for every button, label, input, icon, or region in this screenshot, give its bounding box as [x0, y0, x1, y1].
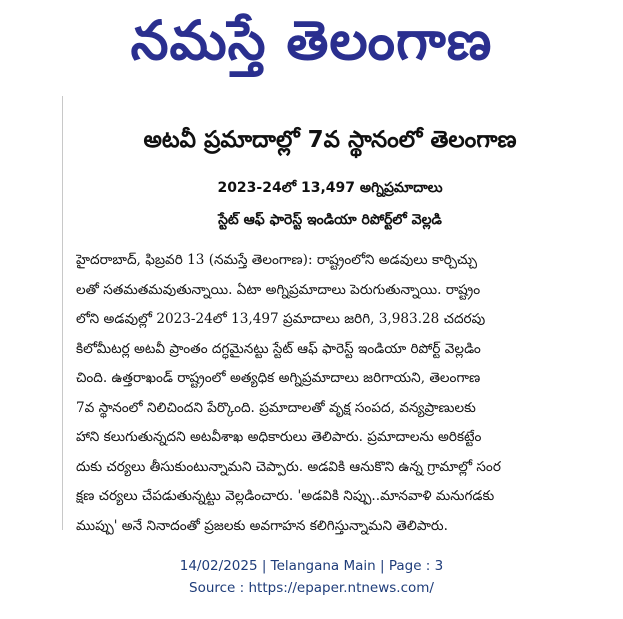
article-subheadline: 2023-24లో 13,497 అగ్నిప్రమాదాలు	[217, 180, 443, 196]
article-body-line: లతో సతమతమవుతున్నాయి. ఏటా అగ్నిప్రమాదాలు పెరుగుతున్నాయి. రాష్ట్రం	[76, 281, 481, 298]
article-body-line: క్షణ చర్యలు చేపడుతున్నట్టు వెల్లడించారు. 'అడవికి నిప్పు..మానవాళి మనుగడకు	[76, 488, 495, 504]
article-body-line: దుకు చర్యలు తీసుకుంటున్నామని చెప్పారు. అడవికి ఆనుకొని ఉన్న గ్రామాల్లో సంర	[76, 458, 501, 475]
article-body-line: 7వ స్థానంలో నిలిచిందని పేర్కొంది. ప్రమాదాలతో వృక్ష సంపద, వన్యప్రాణులకు	[76, 399, 476, 416]
article-subheadline-secondary: స్టేట్ ఆఫ్ ఫారెస్ట్ ఇండియా రిపోర్ట్‌లో వెల్లడి	[218, 212, 442, 228]
article-body-line: లోని అడవుల్లో 2023-24లో 13,497 ప్రమాదాలు జరిగి, 3,983.28 చదరపు	[76, 311, 486, 327]
article-body-line: చింది. ఉత్తరాఖండ్ రాష్ట్రంలో అత్యధిక అగ్నిప్రమాదాలు జరిగాయని, తెలంగాణ	[76, 370, 481, 386]
article-headline: అటవీ ప్రమాదాల్లో 7వ స్థానంలో తెలంగాణ	[143, 127, 517, 153]
source-link[interactable]: Source : https://epaper.ntnews.com/	[189, 580, 434, 596]
cropped-text-fragment	[70, 97, 470, 107]
article-body-line: హాని కలుగుతున్నదని అటవీశాఖ అధికారులు తెలిపారు. ప్రమాదాలను అరికట్టేం	[76, 429, 482, 445]
newspaper-masthead: నమస్తే తెలంగాణ	[130, 9, 493, 72]
article-body	[76, 246, 590, 541]
article-body-line: ముప్పు' అనే నినాదంతో ప్రజలకు అవగాహన కలిగిస్తున్నామని తెలిపారు.	[76, 517, 448, 534]
article-body-line: కిలోమీటర్ల అటవీ ప్రాంతం దగ్ధమైనట్టు స్టేట్ ఆఫ్ ఫారెస్ట్ ఇండియా రిపోర్ట్ వెల్లడిం	[76, 340, 481, 357]
article-body-line: హైదరాబాద్, ఫిబ్రవరి 13 (నమస్తే తెలంగాణ): రాష్ట్రంలోని అడవులు కార్చిచ్చు	[76, 252, 477, 268]
publication-date-line: 14/02/2025 | Telangana Main | Page : 3	[179, 558, 444, 574]
